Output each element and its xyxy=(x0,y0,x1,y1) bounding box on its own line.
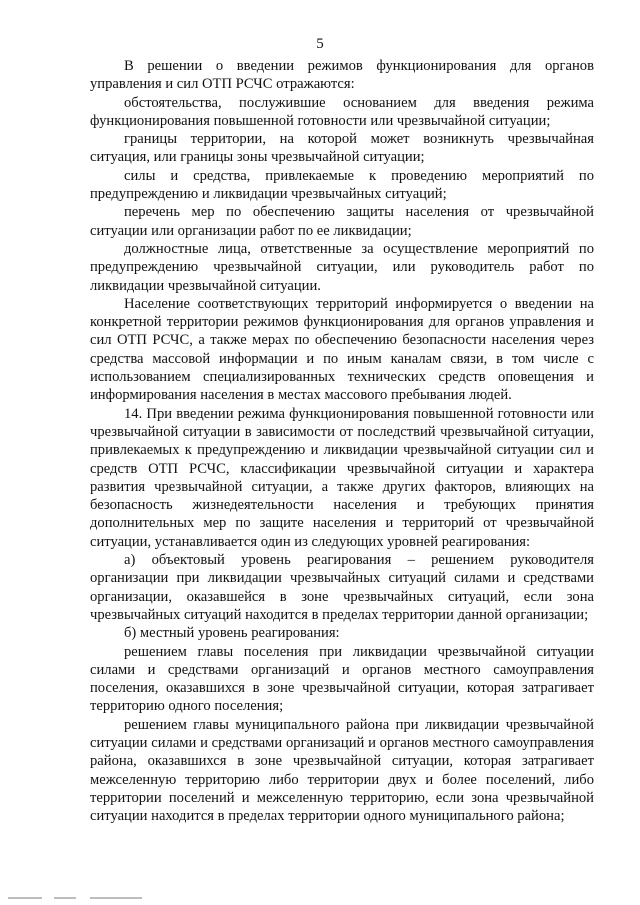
paragraph-circumstances: обстоятельства, послужившие основанием для введения режима функционирования повышенной готовности или чрезвычайной ситуации; xyxy=(90,94,594,129)
page-number: 5 xyxy=(316,36,324,52)
paragraph-territory-borders: границы территории, на которой может возникнуть чрезвычайная ситуация, или границы зоны чрезвычайной ситуации; xyxy=(90,131,594,166)
paragraph-object-level: а) объектовый уровень реагирования – решением руководителя организации при ликвидации чрезвычайных ситуаций силами и средствами организации, оказавшейся в зоне чрезвычайных ситуаций, если зона чрезвычайных ситуаций находится в пределах территории данной организации; xyxy=(90,552,594,623)
paragraph-decision-intro: В решении о введении режимов функционирования для органов управления и сил ОТП РСЧС отражаются: xyxy=(90,58,594,93)
scan-artifact-line xyxy=(54,897,76,899)
paragraph-forces-means: силы и средства, привлекаемые к проведению мероприятий по предупреждению и ликвидации чрезвычайных ситуаций; xyxy=(90,167,594,203)
paragraph-item-14: 14. При введении режима функционирования повышенной готовности или чрезвычайной ситуации в зависимости от последствий чрезвычайной ситуации, привлекаемых к предупреждению и ликвидации чрезвычайной ситуации сил и средств ОТП РСЧС, классификации чрезвычайной ситуации и характера развития чрезвычайной ситуации, а также других факторов, влияющих на безопасность жизнедеятельности населения и требующих принятия дополнительных мер по защите населения и территорий от чрезвычайной ситуации, устанавливается один из следующих уровней реагирования: xyxy=(90,405,594,550)
paragraph-protection-measures: перечень мер по обеспечению защиты населения от чрезвычайной ситуации или организации работ по ее ликвидации; xyxy=(90,204,594,239)
paragraph-district-head: решением главы муниципального района при ликвидации чрезвычайной ситуации силами и средствами организаций и органов местного самоуправления района, оказавшихся в зоне чрезвычайной ситуации, которая затрагивает межселенную территорию либо территории двух и более поселений, либо территории поселений и межселенную территорию, если зона чрезвычайной ситуации находится в пределах территории одного муниципального района; xyxy=(90,716,594,825)
paragraph-population-informing: Население соответствующих территорий информируется о введении на конкретной территории режимов функционирования для органов управления и сил ОТП РСЧС, а также мерах по обеспечению безопасности населения через средства массовой информации и по иным каналам связи, в том числе с использованием специализированных технических средств оповещения и информирования населения в местах массового пребывания людей. xyxy=(90,295,594,404)
scan-artifact-line xyxy=(8,897,42,899)
paragraph-responsible-officials: должностные лица, ответственные за осуществление мероприятий по предупреждению чрезвычайной ситуации, или руководитель работ по ликвидации чрезвычайной ситуации. xyxy=(90,240,594,294)
paragraph-settlement-head: решением главы поселения при ликвидации чрезвычайной ситуации силами и средствами организаций и органов местного самоуправления поселения, оказавшихся в зоне чрезвычайной ситуации, которая затрагивает территорию одного поселения; xyxy=(90,643,594,715)
document-body xyxy=(90,57,594,825)
paragraph-local-level-heading: б) местный уровень реагирования: xyxy=(124,625,340,642)
scan-artifact-line xyxy=(90,897,142,899)
